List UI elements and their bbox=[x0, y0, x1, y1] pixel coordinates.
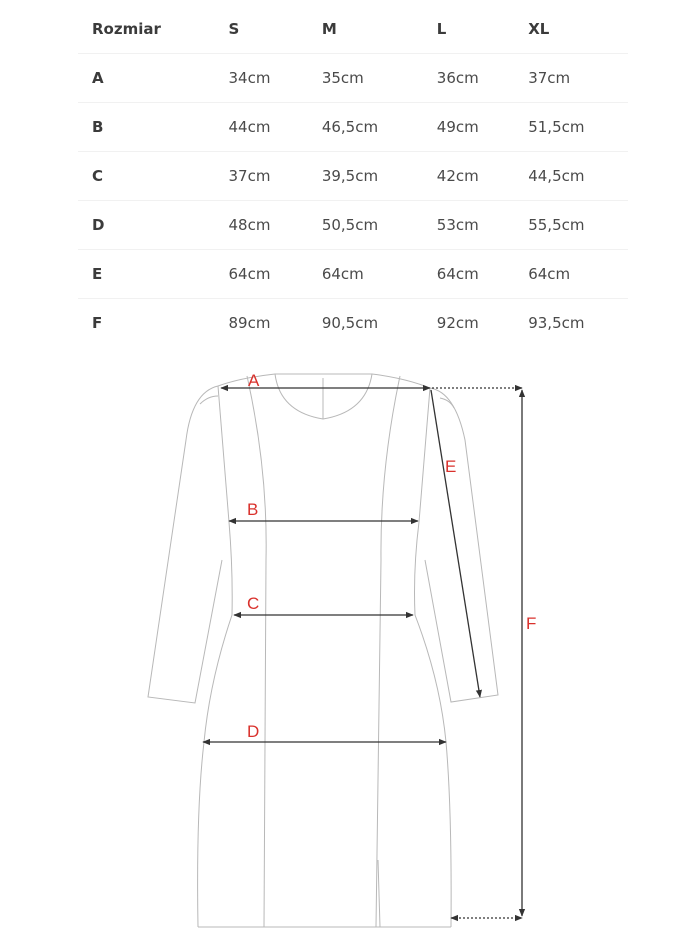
dress-measurement-diagram bbox=[0, 350, 700, 933]
measurement-arrows bbox=[203, 388, 522, 918]
cell-l: 53cm bbox=[437, 201, 528, 250]
row-label: B bbox=[78, 103, 229, 152]
header-l: L bbox=[437, 5, 528, 54]
label-b: B bbox=[247, 500, 259, 519]
label-e: E bbox=[445, 457, 457, 476]
table-row bbox=[78, 250, 628, 299]
cell-s: 34cm bbox=[229, 54, 322, 103]
cell-l: 49cm bbox=[437, 103, 528, 152]
cell-m: 90,5cm bbox=[321, 314, 379, 332]
row-label: F bbox=[92, 314, 103, 332]
cell-xl: 55,5cm bbox=[528, 201, 628, 250]
cell-s: 48cm bbox=[229, 201, 322, 250]
table-row bbox=[78, 152, 628, 201]
cell-xl: 93,5cm bbox=[528, 314, 585, 332]
label-a: A bbox=[248, 371, 260, 390]
header-m: M bbox=[322, 5, 437, 54]
cell-xl: 51,5cm bbox=[528, 103, 628, 152]
cell-xl: 64cm bbox=[528, 250, 628, 299]
header-s: S bbox=[229, 5, 322, 54]
cell-l: 36cm bbox=[437, 54, 528, 103]
table-row bbox=[78, 299, 628, 348]
row-label: C bbox=[78, 152, 229, 201]
cell-l: 42cm bbox=[437, 152, 528, 201]
cell-s: 64cm bbox=[229, 250, 322, 299]
size-chart-table bbox=[78, 5, 628, 347]
label-c: C bbox=[247, 594, 260, 613]
cell-m: 35cm bbox=[322, 54, 437, 103]
cell-m: 50,5cm bbox=[322, 201, 437, 250]
cell-l: 64cm bbox=[437, 250, 528, 299]
cell-l: 92cm bbox=[436, 314, 479, 332]
arrow-e bbox=[431, 390, 480, 697]
cell-m: 46,5cm bbox=[322, 103, 437, 152]
cell-xl: 37cm bbox=[528, 54, 628, 103]
cell-s: 89cm bbox=[228, 314, 271, 332]
table-row bbox=[78, 201, 628, 250]
cell-m: 64cm bbox=[322, 250, 437, 299]
label-d: D bbox=[247, 722, 260, 741]
cell-xl: 44,5cm bbox=[528, 152, 628, 201]
cell-s: 37cm bbox=[229, 152, 322, 201]
measurement-labels bbox=[247, 371, 536, 741]
table-row bbox=[78, 103, 628, 152]
label-f: F bbox=[526, 614, 537, 633]
table-row bbox=[78, 54, 628, 103]
cell-m: 39,5cm bbox=[322, 152, 437, 201]
row-label: E bbox=[78, 250, 229, 299]
row-label: A bbox=[78, 54, 229, 103]
cell-s: 44cm bbox=[229, 103, 322, 152]
table-header-row bbox=[78, 5, 628, 54]
row-label: D bbox=[78, 201, 229, 250]
header-size: Rozmiar bbox=[78, 5, 229, 54]
header-xl: XL bbox=[528, 5, 628, 54]
